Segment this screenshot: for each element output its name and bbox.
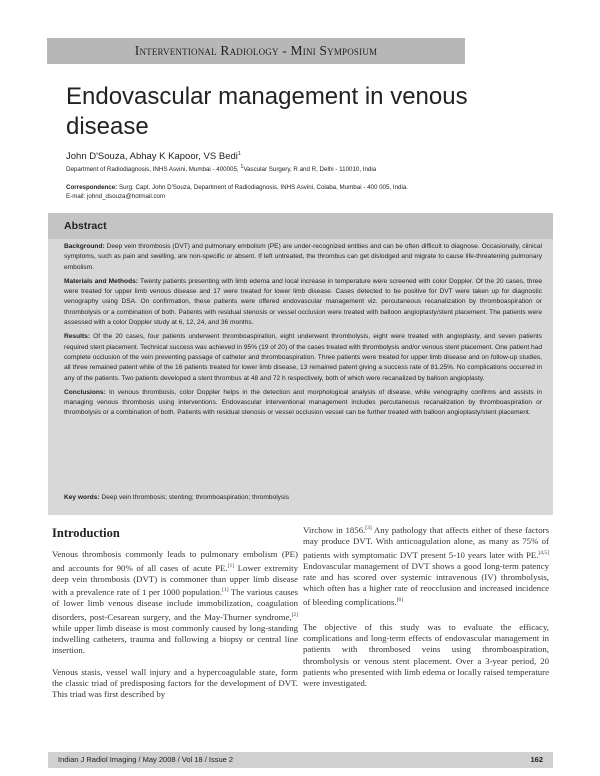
intro-paragraph-4: The objective of this study was to evaluate the efficacy, complications and long-term effects of endovascular management in patients with thrombosed veins using thromboaspiration, thrombolysis or venous stent placement. Over a 3-year period, 20 patients who presented with limb edema or locally raised temperature were investigated.: [303, 621, 549, 689]
page-number: 162: [530, 755, 543, 764]
abstract-methods: Materials and Methods: Twenty patients presenting with limb edema and local increase in temperature were screened with color Doppler. Of the 20 cases, three were treated for upper limb venous disease and 17 were treated for lower limb disease. Cases detected to be positive for DVT were taken up for diagnostic venography using DSA. On confirmation, these patients were offered endovascular management viz. percutaneous recanalization by thromboaspiration or thrombolysis or a combination of both. Patients with residual stenosis or vessel occlusion were treated with balloon angioplasty/stent placement. The patients were assessed with a color Doppler study at 6, 12, 24, and 36 months.: [64, 277, 542, 327]
abstract-conclusions: Conclusions: In venous thrombosis, color Doppler helps in the detection and morphological analysis of disease, while venography confirms and assists in managing venous thrombosis using interventions. Endovascular interventional management includes percutaneous recanalization by thromboaspiration or thrombolysis or a combination of both. Patients with residual stenosis or vessel occlusion vessel can be further treated with balloon angioplasty/stent placement.: [64, 388, 542, 417]
left-column: [52, 523, 298, 711]
abstract-heading: Abstract: [48, 213, 553, 239]
section-banner: [47, 38, 465, 64]
abstract-box: [48, 213, 553, 515]
abstract-background: Background: Deep vein thrombosis (DVT) and pulmonary embolism (PE) are under-recognized entities and can be often difficult to diagnose. Occasionally, clinical symptoms, such as pain and swelling, are non-specific or absent. If left untreated, the thrombus can get dislodged and migrate to cause life-threatening pulmonary embolism.: [64, 243, 542, 271]
affiliation: Department of Radiodiagnosis, INHS Asvini, Mumbai - 400005, $^1$Vascular Surgery, R and R, Delhi - 110010, India: [66, 164, 377, 174]
intro-heading: Introduction: [52, 526, 120, 540]
abstract-results: Results: Of the 20 cases, four patients underwent thromboaspiration, eight underwent thrombolysis, eight were treated with angioplasty, and seven patients required stent placement. Technical success was achieved in 95% (19 of 20) of the cases treated with thrombolysis and/or venous stent placement. One patient had complete occlusion of the vein preventing passage of catheter and thromboaspiration. Three patients were treated for upper limb disease and on follow-up studies, all three remained patent while of the 16 patients treated for lower limb disease, 13 remained patent giving a success rate of 81.25%. No complications occurred in any of the patients. Two patients developed a stent thrombus at 48 and 72 h respectively, both of which were recanalized by balloon angioplasty.: [64, 333, 542, 382]
author-list: John D'Souza, Abhay K Kapoor, VS Bedi$^1$: [66, 151, 241, 163]
right-column: [303, 523, 549, 700]
intro-paragraph-3: Virchow in 1856.[3] Any pathology that affects either of these factors may produce DVT. With anticoagulation alone, as many as 75% of patients with symptomatic DVT present 5-10 years later with PE.[4,5] Endovascular management of DVT shows a good long-term patency rate and has scored over systemic intravenous (IV) thrombolysis, which often has a higher rate of reocclusion and increased incidence of bleeding complications.[6]: [303, 524, 549, 607]
abstract-body: [64, 242, 542, 423]
intro-paragraph-1: Venous thrombosis commonly leads to pulmonary embolism (PE) and accounts for 90% of all cases of acute PE.[1] Lower extremity deep vein thrombosis (DVT) is commoner than upper limb disease with a prevalence rate of 1 per 1000 population.[1] The various causes of lower limb venous disease include immobilization, coagulation disorders, post-Cesarean surgery, and the May-Thurner syndrome,[2] while upper limb disease is most commonly caused by long-standing indwelling catheters, trauma and following a biopsy or central line insertion.: [52, 549, 298, 656]
intro-paragraph-2: Venous stasis, vessel wall injury and a hypercoagulable state, form the classic triad of predisposing factors for the development of DVT. This triad was first described by: [52, 666, 298, 700]
section-label: Interventional Radiology - Mini Symposium: [134, 43, 378, 58]
footer-journal: Indian J Radiol Imaging / May 2008 / Vol 18 / Issue 2: [58, 755, 234, 764]
page-footer: [48, 752, 553, 768]
keywords: Key words: Deep vein thrombosis; stenting; thromboaspiration; thrombolysis: [64, 494, 290, 501]
correspondence: Correspondence: Surg. Capt. John D'Souza, Department of Radiodiagnosis, INHS Asvini, Colaba, Mumbai - 400 005, India. E-mail: johnd_dsouza@hotmail.com: [66, 184, 409, 200]
email: E-mail: johnd_dsouza@hotmail.com: [66, 193, 166, 200]
article-title: Endovascular management in venous disease: [66, 83, 468, 140]
